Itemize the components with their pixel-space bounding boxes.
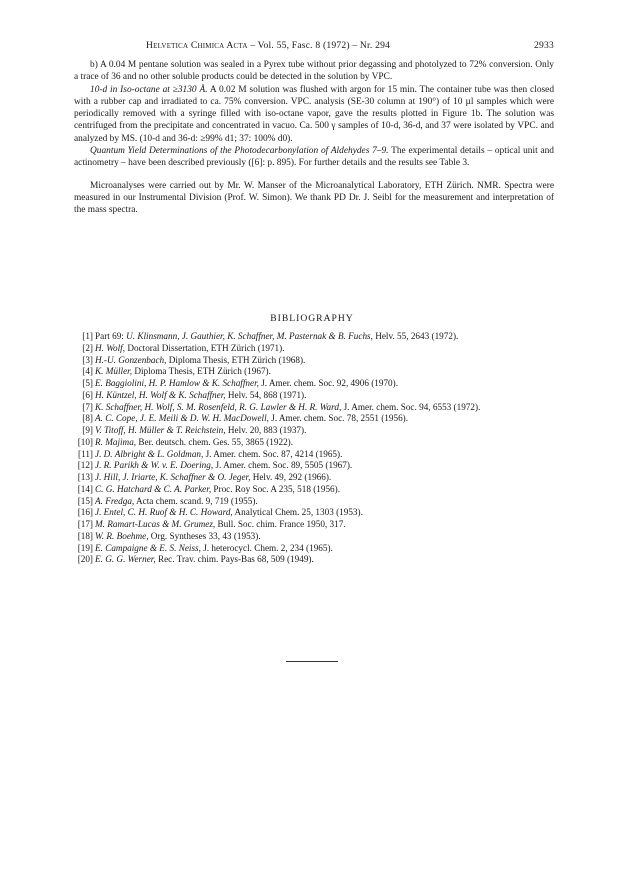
reference-source: Diploma Thesis, ETH Zürich (1968). (168, 354, 306, 365)
reference-authors: K. Müller, (95, 366, 133, 377)
reference-item (74, 437, 554, 449)
reference-authors: A. Fredga, (95, 495, 135, 506)
reference-authors: H.-U. Gonzenbach, (95, 354, 167, 365)
reference-source: Ber. deutsch. chem. Ges. 55, 3865 (1922). (138, 436, 294, 447)
reference-item (74, 331, 554, 343)
reference-item (74, 496, 554, 508)
reference-authors: H. Küntzel, H. Wolf & K. Schaffner, (95, 389, 226, 400)
reference-source: Helv. 54, 868 (1971). (227, 389, 307, 400)
reference-item (74, 531, 554, 543)
journal-issue: – Vol. 55, Fasc. 8 (1972) – Nr. 294 (250, 40, 391, 51)
reference-authors: E. G. G. Werner, (95, 554, 156, 565)
reference-item (74, 507, 554, 519)
reference-authors: V. Titoff, H. Müller & T. Reichstein, (95, 425, 226, 435)
reference-source: Bull. Soc. chim. France 1950, 317. (217, 519, 346, 529)
reference-number: [13] (77, 472, 93, 482)
reference-number: [11] (78, 448, 93, 459)
paragraph-lead: 10-d in Iso-octane at ≥3130 Å. (90, 84, 208, 95)
reference-number: [2] (82, 342, 93, 353)
reference-number: [6] (82, 389, 93, 400)
reference-source: J. Amer. chem. Soc. 89, 5505 (1967). (215, 460, 353, 471)
reference-item (74, 355, 554, 367)
paragraph-iso-octane (74, 84, 554, 145)
paragraph-body: A 0.02 M solution was flushed with argon for 15 min. The container tube was then closed with a rubber cap and irradiated to ca. 75% conversion. VPC. analysis (SE-30 column at 190°) of 10 µl samples which were periodically removed with a syringe filled with iso-octane vapor, gave the results plotted in Figure 1b. The solution was centrifuged from the precipitate and concentrated in vacuo. Ca. 500 γ samples of 10-d, 36-d, and 37 were isolated by VPC. and analyzed by MS. (10-d and 36-d: ≥99% d1; 37: 100% d0). (74, 84, 555, 144)
reference-authors: R. Majima, (95, 436, 137, 447)
reference-number: [19] (77, 542, 93, 553)
reference-authors: U. Klinsmann, J. Gauthier, K. Schaffner, M. Pasternak & B. Fuchs, (126, 331, 373, 341)
end-rule (286, 661, 338, 662)
reference-item (74, 449, 554, 461)
reference-prefix: Part 69: (95, 331, 127, 341)
reference-authors: M. Ramart-Lucas & M. Grumez, (95, 519, 216, 529)
reference-item (74, 378, 554, 390)
reference-item (74, 519, 554, 531)
reference-number: [7] (82, 401, 93, 412)
reference-item (74, 484, 554, 496)
reference-list (74, 331, 554, 566)
reference-source: Rec. Trav. chim. Pays-Bas 68, 509 (1949). (157, 554, 314, 565)
reference-number: [9] (82, 425, 93, 435)
reference-source: Diploma Thesis, ETH Zürich (1967). (134, 366, 271, 377)
reference-number: [1] (82, 331, 93, 341)
reference-source: Helv. 55, 2643 (1972). (375, 331, 459, 341)
reference-number: [18] (77, 530, 93, 541)
paragraph-lead: Quantum Yield Determinations of the Photodecarbonylation of Aldehydes 7–9. (90, 146, 389, 157)
reference-item (74, 343, 554, 355)
reference-source: Org. Syntheses 33, 43 (1953). (150, 530, 261, 541)
reference-authors: J. Hill, J. Iriarte, K. Schaffner & O. Jeger, (95, 472, 251, 482)
reference-number: [3] (82, 354, 93, 365)
paragraph-quantum-yield (74, 145, 554, 170)
reference-source: J. Amer. chem. Soc. 78, 2551 (1956). (271, 413, 409, 424)
reference-number: [16] (77, 507, 93, 518)
page-number: 2933 (534, 40, 554, 51)
reference-item (74, 413, 554, 425)
reference-source: Analytical Chem. 25, 1303 (1953). (234, 507, 363, 518)
reference-number: [8] (82, 413, 93, 424)
reference-number: [17] (77, 519, 93, 529)
reference-source: Acta chem. scand. 9, 719 (1955). (136, 495, 258, 506)
reference-source: Proc. Roy Soc. A 235, 518 (1956). (213, 483, 341, 494)
reference-source: J. Amer. chem. Soc. 87, 4214 (1965). (205, 448, 343, 459)
reference-number: [10] (77, 436, 93, 447)
experimental-section (74, 59, 554, 217)
reference-number: [14] (77, 483, 93, 494)
reference-authors: K. Schaffner, H. Wolf, S. M. Rosenfeld, R. G. Lawler & H. R. Ward, (95, 401, 342, 412)
reference-item (74, 543, 554, 555)
reference-item (74, 402, 554, 414)
journal-running-head (146, 40, 390, 51)
reference-number: [20] (77, 554, 93, 565)
reference-source: Doctoral Dissertation, ETH Zürich (1971). (127, 342, 285, 353)
paragraph-body: The experimental details – optical unit and actinometry – have been described previously ([6]: p. 895). For further details and the results see Table 3. (74, 146, 554, 169)
reference-item (74, 460, 554, 472)
bibliography-title: BIBLIOGRAPHY (270, 313, 354, 324)
reference-source: Helv. 20, 883 (1937). (227, 425, 307, 435)
reference-authors: J. D. Albright & L. Goldman, (95, 448, 204, 459)
reference-authors: A. C. Cope, J. E. Meili & D. W. H. MacDowell, (95, 413, 269, 424)
reference-authors: E. Baggiolini, H. P. Hamlow & K. Schaffner, (95, 378, 259, 388)
reference-item (74, 554, 554, 566)
reference-number: [5] (82, 378, 93, 388)
reference-source: J. Amer. chem. Soc. 94, 6553 (1972). (343, 401, 481, 412)
journal-title: Helvetica Chimica Acta (146, 40, 248, 51)
reference-item (74, 472, 554, 484)
reference-authors: J. Entel, C. H. Ruof & H. C. Howard, (95, 507, 233, 518)
reference-authors: E. Campaigne & E. S. Neiss, (95, 542, 201, 553)
reference-item (74, 390, 554, 402)
reference-source: J. heterocycl. Chem. 2, 234 (1965). (203, 542, 333, 553)
reference-authors: W. R. Boehme, (95, 530, 149, 541)
reference-source: J. Amer. chem. Soc. 92, 4906 (1970). (261, 378, 399, 388)
reference-authors: C. G. Hatchard & C. A. Parker, (95, 483, 212, 494)
reference-item (74, 425, 554, 437)
paragraph-acknowledgements: Microanalyses were carried out by Mr. W. Manser of the Microanalytical Laboratory, ETH Zürich. NMR. Spectra were measured in our Instrumental Division (Prof. W. Simon). We thank PD Dr. J. Seibl for the measurement and interpretation of the mass spectra. (74, 180, 554, 216)
reference-number: [15] (77, 495, 93, 506)
reference-number: [12] (77, 460, 93, 471)
reference-authors: H. Wolf, (95, 342, 126, 353)
paragraph-pentane-solution: b) A 0.04 M pentane solution was sealed in a Pyrex tube without prior degassing and photolyzed to 72% conversion. Only a trace of 36 and no other soluble products could be detected in the solution by VPC. (74, 60, 554, 83)
reference-item (74, 366, 554, 378)
reference-source: Helv. 49, 292 (1966). (252, 472, 332, 482)
reference-number: [4] (82, 366, 93, 377)
reference-authors: J. R. Parikh & W. v. E. Doering, (95, 460, 214, 471)
